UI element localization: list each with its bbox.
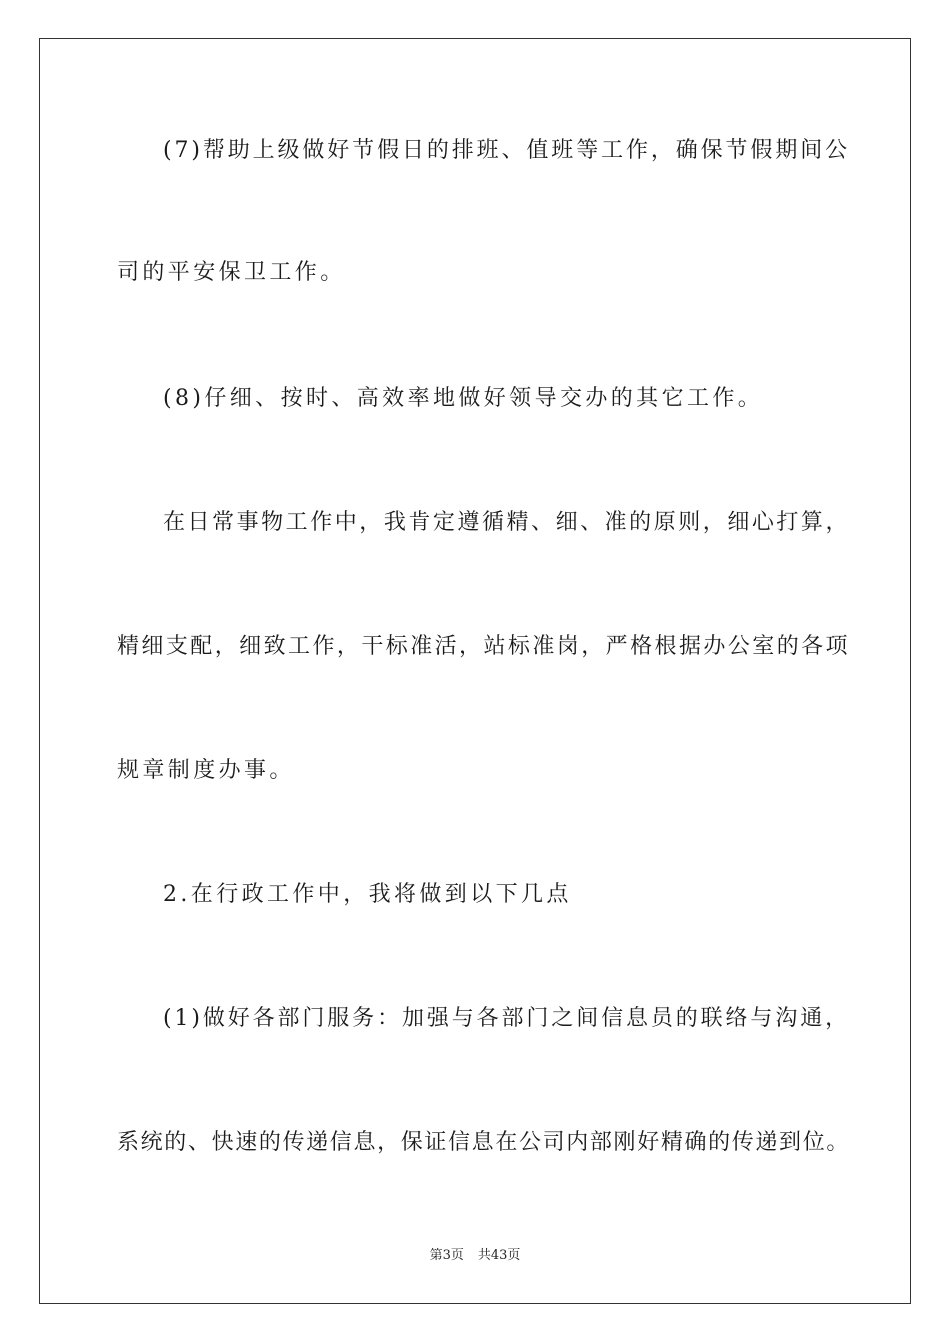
paragraph-line: 规章制度办事。 <box>117 758 295 783</box>
paragraph-line: (1)做好各部门服务：加强与各部门之间信息员的联络与沟通， <box>163 1006 850 1031</box>
page-number: 第3页 <box>429 1248 464 1263</box>
paragraph-line: (7)帮助上级做好节假日的排班、值班等工作，确保节假期间公 <box>163 138 850 163</box>
page-border <box>39 38 911 1304</box>
paragraph-line: (8)仔细、按时、高效率地做好领导交办的其它工作。 <box>163 386 764 411</box>
paragraph-line: 精细支配，细致工作，干标准活，站标准岗，严格根据办公室的各项 <box>117 634 850 659</box>
paragraph-line: 在日常事物工作中，我肯定遵循精、细、准的原则，细心打算， <box>163 510 850 535</box>
paragraph-line: 系统的、快速的传递信息，保证信息在公司内部刚好精确的传递到位。 <box>117 1130 850 1155</box>
page-total: 共43页 <box>477 1248 521 1263</box>
paragraph-line: 司的平安保卫工作。 <box>117 260 346 285</box>
page-footer <box>0 1247 950 1265</box>
paragraph-line: 2.在行政工作中，我将做到以下几点 <box>163 882 572 907</box>
